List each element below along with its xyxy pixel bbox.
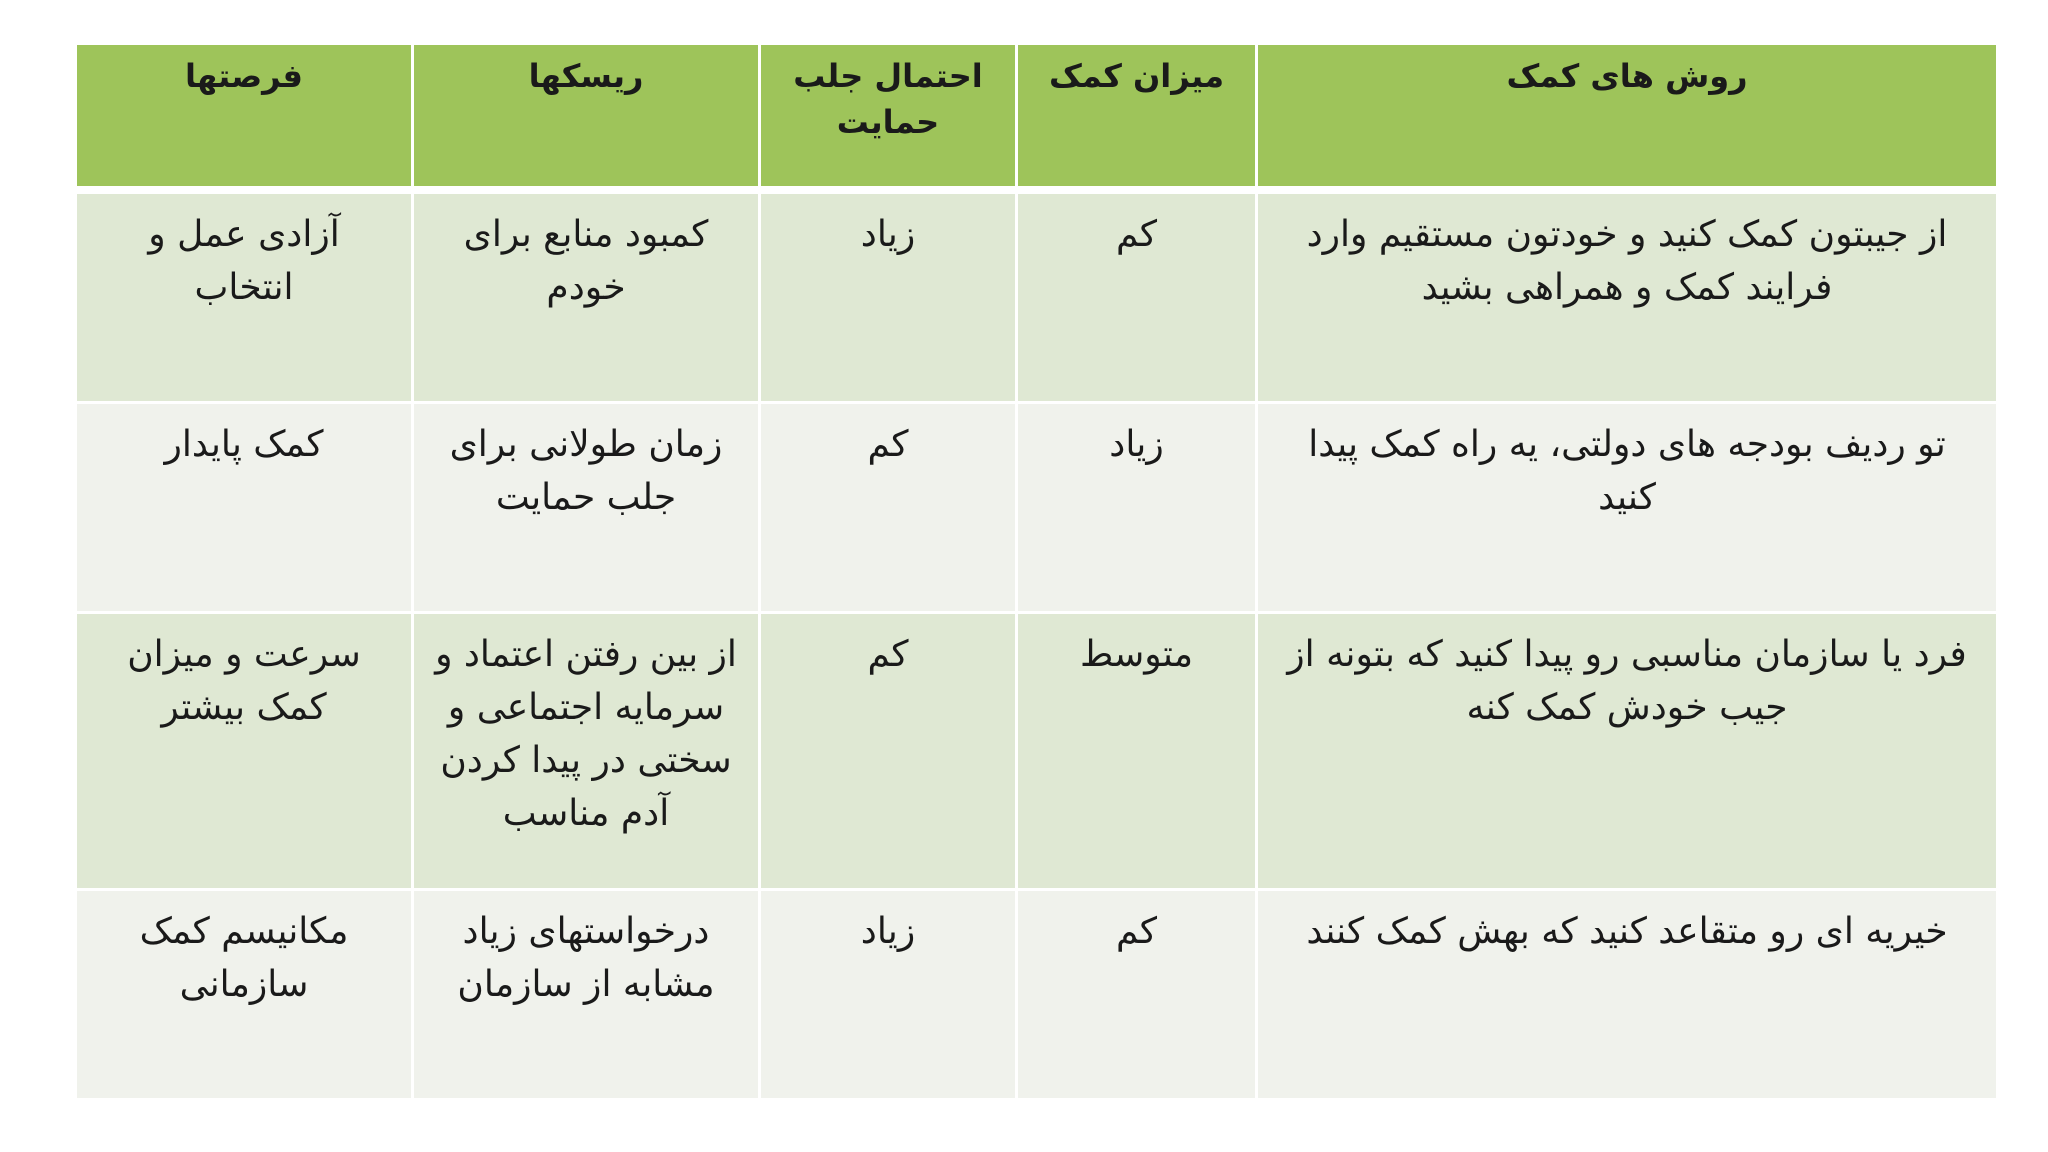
cell-risks: درخواستهای زیاد مشابه از سازمان [413,890,760,1100]
table-body [76,190,1998,1100]
header-amount: میزان کمک [1017,45,1257,190]
help-methods-table [74,45,1999,1101]
cell-risks: کمبود منابع برای خودم [413,190,760,403]
cell-likelihood: زیاد [760,190,1017,403]
help-methods-table-container [74,45,1996,1101]
cell-amount: زیاد [1017,403,1257,613]
cell-likelihood: زیاد [760,890,1017,1100]
cell-likelihood: کم [760,613,1017,890]
table-row [76,613,1998,890]
header-methods: روش های کمک [1257,45,1998,190]
table-row [76,890,1998,1100]
cell-amount: کم [1017,190,1257,403]
cell-opportunities: آزادی عمل و انتخاب [76,190,413,403]
table-header [76,45,1998,190]
cell-risks: زمان طولانی برای جلب حمایت [413,403,760,613]
cell-method: فرد یا سازمان مناسبی رو پیدا کنید که بتونه از جیب خودش کمک کنه [1257,613,1998,890]
cell-method: تو ردیف بودجه های دولتی، یه راه کمک پیدا کنید [1257,403,1998,613]
table-row [76,403,1998,613]
cell-method: از جیبتون کمک کنید و خودتون مستقیم وارد فرایند کمک و همراهی بشید [1257,190,1998,403]
cell-method: خیریه ای رو متقاعد کنید که بهش کمک کنند [1257,890,1998,1100]
table-row [76,190,1998,403]
header-row [76,45,1998,190]
cell-likelihood: کم [760,403,1017,613]
cell-opportunities: سرعت و میزان کمک بیشتر [76,613,413,890]
header-likelihood: احتمال جلب حمایت [760,45,1017,190]
header-risks: ریسکها [413,45,760,190]
cell-risks: از بین رفتن اعتماد و سرمایه اجتماعی و سختی در پیدا کردن آدم مناسب [413,613,760,890]
cell-amount: متوسط [1017,613,1257,890]
cell-amount: کم [1017,890,1257,1100]
header-opportunities: فرصتها [76,45,413,190]
cell-opportunities: کمک پایدار [76,403,413,613]
cell-opportunities: مکانیسم کمک سازمانی [76,890,413,1100]
